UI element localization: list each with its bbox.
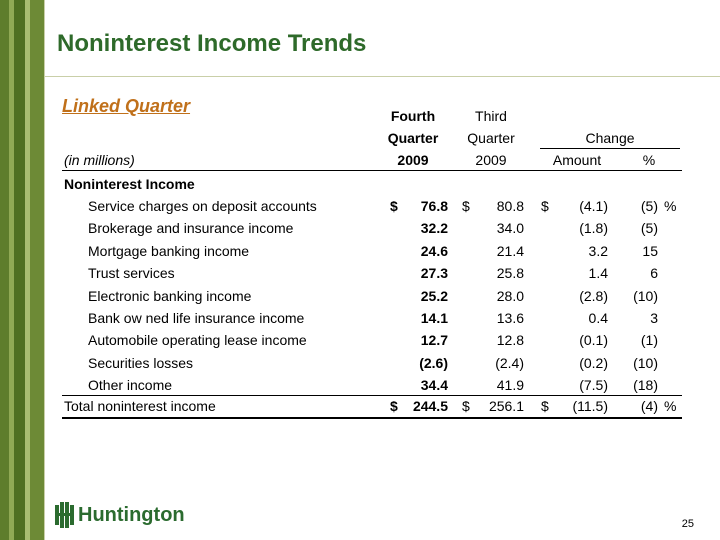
row-q4-value: 24.6 [420, 243, 448, 259]
section-subtitle: Linked Quarter [62, 96, 191, 116]
row-q4-value: 76.8 [420, 198, 448, 214]
total-q3-sym: $ [462, 398, 470, 414]
row-q3-value: 34.0 [496, 220, 524, 236]
row-label: Brokerage and insurance income [88, 220, 294, 236]
row-label: Trust services [88, 265, 175, 281]
row-label: Mortgage banking income [88, 243, 250, 259]
total-q4-sym: $ [390, 398, 398, 414]
page-number: 25 [681, 518, 694, 530]
row-amount-value: 0.4 [588, 310, 608, 326]
row-q3-value: 25.8 [496, 265, 524, 281]
row-q3-sym: $ [462, 198, 470, 214]
row-amount-value: 1.4 [588, 265, 608, 281]
row-amount-value: (2.8) [579, 288, 608, 304]
row-label: Bank ow ned life insurance income [88, 310, 305, 326]
row-amount-value: (4.1) [579, 198, 608, 214]
row-q3-value: 13.6 [496, 310, 524, 326]
col-fourth-line1: Fourth [390, 108, 436, 124]
row-pct-value: (5) [640, 198, 658, 214]
row-q4-value: 14.1 [420, 310, 448, 326]
total-top-rule [62, 395, 682, 396]
total-q4-value: 244.5 [412, 398, 448, 414]
row-q3-value: (2.4) [495, 355, 524, 371]
row-q3-value: 28.0 [496, 288, 524, 304]
row-q3-value: 80.8 [496, 198, 524, 214]
total-amount-sym: $ [541, 398, 549, 414]
row-amount-value: 3.2 [588, 243, 608, 259]
col-amount-header: Amount [552, 152, 602, 168]
row-pct-value: 15 [642, 243, 658, 259]
decorative-stripes [0, 0, 44, 540]
row-label: Securities losses [88, 355, 194, 371]
total-label: Total noninterest income [64, 398, 216, 414]
row-q3-value: 12.8 [496, 332, 524, 348]
title-underline [44, 76, 720, 77]
frame-vertical-line [44, 0, 45, 540]
total-pct-sym: % [664, 398, 677, 414]
total-pct-value: (4) [640, 398, 658, 414]
row-label: Electronic banking income [88, 288, 252, 304]
units-label: (in millions) [64, 152, 135, 168]
row-amount-value: (1.8) [579, 220, 608, 236]
row-amount-value: (0.2) [579, 355, 608, 371]
row-q4-value: 34.4 [420, 377, 448, 393]
col-fourth-line2: Quarter [387, 130, 439, 146]
row-q3-value: 41.9 [496, 377, 524, 393]
header-rule [62, 170, 682, 171]
row-pct-value: (5) [640, 220, 658, 236]
col-third-line2: Quarter [467, 130, 515, 146]
col-third-line1: Third [475, 108, 507, 124]
row-q4-value: 27.3 [420, 265, 448, 281]
slide-title: Noninterest Income Trends [57, 30, 367, 57]
row-label: Service charges on deposit accounts [88, 198, 317, 214]
row-pct-value: 6 [650, 265, 658, 281]
row-pct-value: (10) [633, 355, 658, 371]
col-third-line3: 2009 [475, 152, 507, 168]
row-q3-value: 21.4 [496, 243, 524, 259]
row-pct-value: (10) [633, 288, 658, 304]
row-amount-value: (0.1) [579, 332, 608, 348]
huntington-logo-text: Huntington [78, 504, 185, 526]
row-label: Automobile operating lease income [88, 332, 307, 348]
row-amount-sym: $ [541, 198, 549, 214]
row-q4-value: (2.6) [419, 355, 448, 371]
col-pct-header: % [642, 152, 656, 168]
huntington-logo-icon [55, 502, 75, 528]
col-fourth-line3: 2009 [397, 152, 429, 168]
row-label: Other income [88, 377, 173, 393]
row-pct-value: (18) [633, 377, 658, 393]
total-amount-value: (11.5) [572, 398, 608, 414]
row-q4-value: 25.2 [420, 288, 448, 304]
row-q4-value: 32.2 [420, 220, 448, 236]
row-amount-value: (7.5) [579, 377, 608, 393]
row-pct-value: 3 [650, 310, 658, 326]
row-pct-sym: % [664, 198, 677, 214]
row-q4-value: 12.7 [420, 332, 448, 348]
change-header-rule [540, 148, 680, 149]
section-heading: Noninterest Income [64, 176, 195, 192]
row-pct-value: (1) [640, 332, 658, 348]
total-bottom-rule [62, 417, 682, 419]
total-q3-value: 256.1 [488, 398, 524, 414]
row-q4-sym: $ [390, 198, 398, 214]
col-change-header: Change [585, 130, 635, 146]
